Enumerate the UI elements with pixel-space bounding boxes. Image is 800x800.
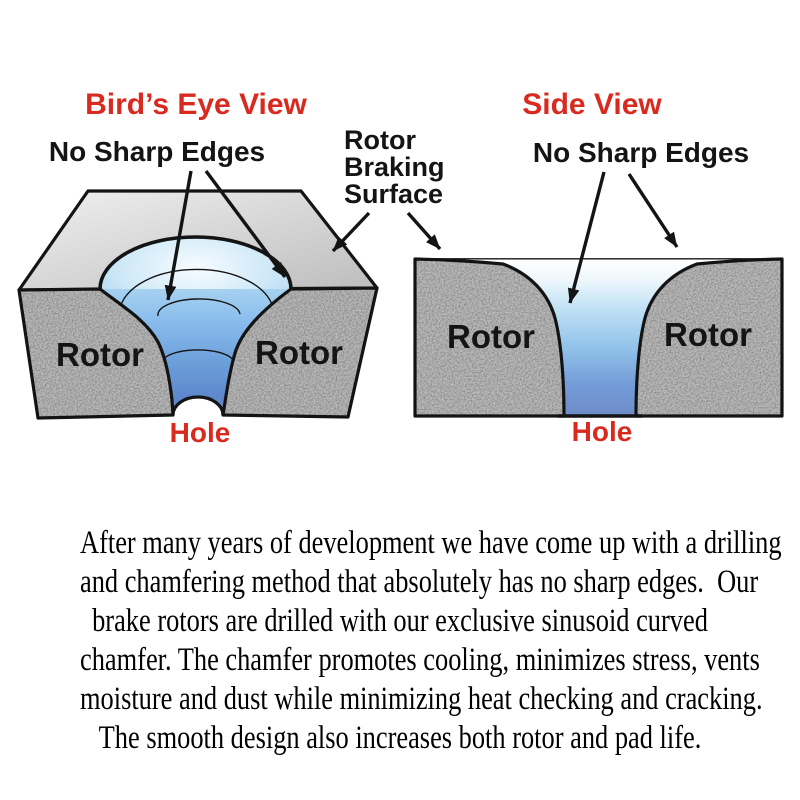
rotor-braking-surface-line-2: Braking [344,152,445,182]
description-line: moisture and dust while minimizing heat checking and cracking. [80,681,763,717]
rotor-label-birdseye-left: Rotor [56,336,144,373]
braking-surface-arrow-left [333,213,369,251]
no-sharp-edges-label-left: No Sharp Edges [48,136,266,167]
description-line: The smooth design also increases both rotor and pad life. [98,720,702,756]
birds-eye-view-illustration [19,191,377,418]
birds-eye-view-title: Bird’s Eye View [85,88,307,121]
rotor-label-birdseye-right: Rotor [255,334,343,371]
hole-label-side: Hole [571,416,633,447]
no-sharp-edges-right-arrow-2 [629,174,677,247]
description-line: After many years of development we have come up with a drilling [80,525,782,561]
rotor-braking-surface-label [344,127,445,208]
description-paragraph [0,524,800,758]
rotor-braking-surface-line-3: Surface [344,179,444,209]
no-sharp-edges-label-right: No Sharp Edges [532,137,750,168]
rotor-label-side-right: Rotor [664,316,752,353]
rotor-braking-surface-line-1: Rotor [344,125,416,155]
hole-label-birdseye: Hole [169,417,231,448]
braking-surface-arrow-right [408,213,440,249]
rotor-label-side-left: Rotor [447,318,535,355]
description-line: brake rotors are drilled with our exclusive sinusoid curved [92,603,708,639]
description-line: and chamfering method that absolutely has no sharp edges. Our [80,564,759,600]
side-view-title: Side View [522,88,662,121]
description-line: chamfer. The chamfer promotes cooling, minimizes stress, vents [80,642,760,678]
